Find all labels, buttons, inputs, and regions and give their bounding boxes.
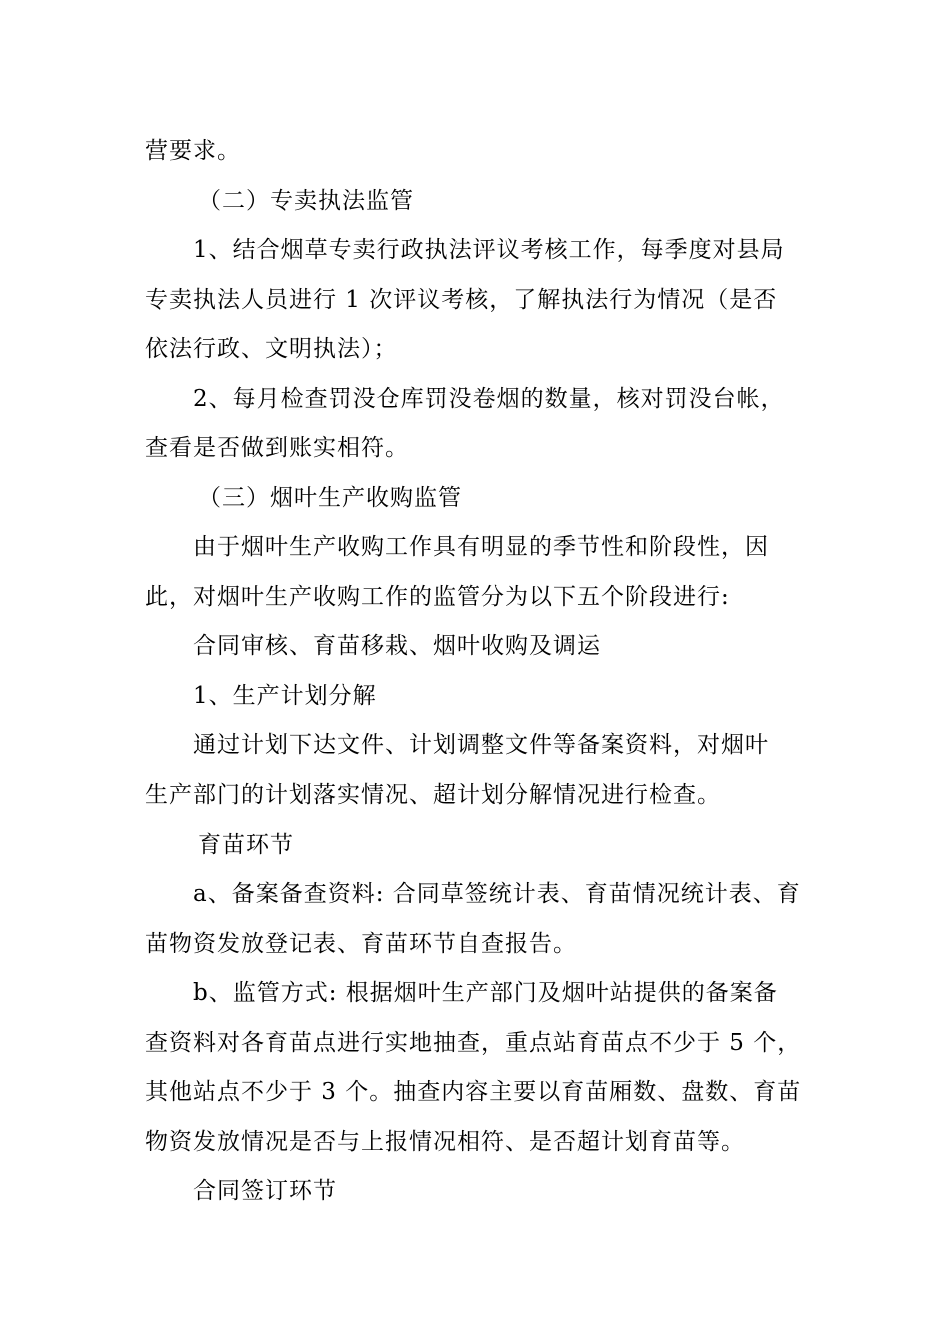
paragraph-line: 苗物资发放登记表、育苗环节自查报告。 bbox=[145, 931, 577, 957]
paragraph-line: 1、结合烟草专卖行政执法评议考核工作，每季度对县局 bbox=[193, 237, 785, 263]
paragraph-line: 其他站点不少于 3 个。抽查内容主要以育苗厢数、盘数、育苗 bbox=[145, 1079, 802, 1105]
paragraph-line: 此，对烟叶生产收购工作的监管分为以下五个阶段进行: bbox=[145, 584, 730, 610]
paragraph-line: a、备案备查资料: 合同草签统计表、育苗情况统计表、育 bbox=[193, 881, 801, 907]
paragraph-line: 查资料对各育苗点进行实地抽查，重点站育苗点不少于 5 个， bbox=[145, 1030, 802, 1056]
paragraph-line: 查看是否做到账实相符。 bbox=[145, 435, 409, 461]
paragraph-line: 生产部门的计划落实情况、超计划分解情况进行检查。 bbox=[145, 782, 721, 808]
paragraph-line: 通过计划下达文件、计划调整文件等备案资料，对烟叶 bbox=[193, 732, 769, 758]
paragraph-line: 由于烟叶生产收购工作具有明显的季节性和阶段性，因 bbox=[193, 534, 769, 560]
section-heading: （二）专卖执法监管 bbox=[198, 188, 414, 214]
subheading: 合同签订环节 bbox=[193, 1178, 337, 1204]
subheading: 育苗环节 bbox=[198, 832, 294, 858]
paragraph-line: 合同审核、育苗移栽、烟叶收购及调运 bbox=[193, 633, 601, 659]
paragraph-line: 2、每月检查罚没仓库罚没卷烟的数量，核对罚没台帐， bbox=[193, 386, 785, 412]
paragraph-line: b、监管方式: 根据烟叶生产部门及烟叶站提供的备案备 bbox=[193, 980, 778, 1006]
subheading: 1、生产计划分解 bbox=[193, 683, 377, 709]
paragraph-line: 物资发放情况是否与上报情况相符、是否超计划育苗等。 bbox=[145, 1129, 745, 1155]
section-heading: （三）烟叶生产收购监管 bbox=[198, 485, 462, 511]
paragraph-line: 专卖执法人员进行 1 次评议考核，了解执法行为情况（是否 bbox=[145, 287, 778, 313]
paragraph-line: 依法行政、文明执法）； bbox=[145, 336, 398, 362]
paragraph-line: 营要求。 bbox=[145, 138, 241, 164]
